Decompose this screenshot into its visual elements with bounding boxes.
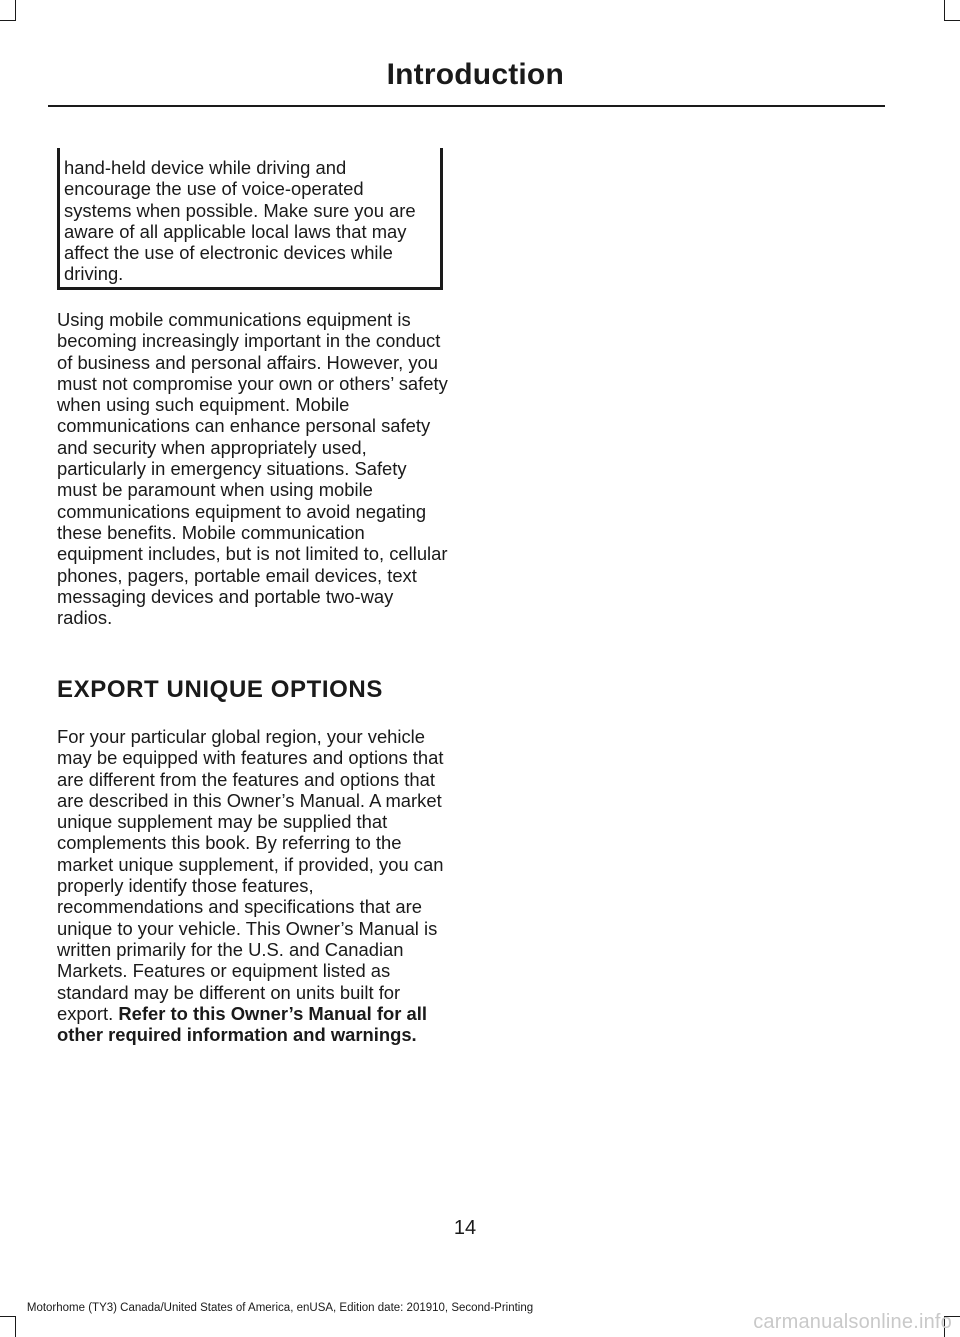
section-body-emphasis: Refer to this Owner’s Manual for all other required information and warnings. [57, 1002, 427, 1046]
crop-mark [0, 1316, 16, 1317]
watermark: carmanualsonline.info [753, 1311, 952, 1333]
section-body [57, 726, 449, 1045]
section-body-text: For your particular global region, your vehicle may be equipped with features and options that are different from the features and options that are described in this Owner’s Manual. A market unique supplement may be supplied that complements this book. By referring to the market unique supplement, if provided, you can properly identify those features, recommendations and specifications that are unique to your vehicle. This Owner’s Manual is written primarily for the U.S. and Canadian Markets. Features or equipment listed as standard may be different on units built for export. [57, 726, 444, 1024]
crop-mark [15, 0, 16, 20]
page-title: Introduction [386, 58, 564, 91]
warning-text: hand-held device while driving and encourage the use of voice-operated systems when possible. Make sure you are aware of all applicable local laws that may affect the use of electronic devices while driving. [64, 157, 416, 285]
crop-mark [944, 20, 960, 21]
crop-mark [944, 0, 945, 20]
body-paragraph: Using mobile communications equipment is becoming increasingly important in the conduct of business and personal affairs. However, you must not compromise your own or others’ safety when using such equipment. Mobile communications can enhance personal safety and security when appropriately used, particularly in emergency situations. Safety must be paramount when using mobile communications equipment to avoid negating these benefits. Mobile communication equipment includes, but is not limited to, cellular phones, pagers, portable email devices, text messaging devices and portable two-way radios. [57, 309, 448, 629]
crop-mark [15, 1316, 16, 1337]
edition-footer: Motorhome (TY3) Canada/United States of America, enUSA, Edition date: 201910, Second-Printing [26, 1302, 534, 1314]
page-number: 14 [453, 1217, 477, 1239]
header-divider [48, 105, 885, 107]
crop-mark [0, 20, 16, 21]
section-heading: EXPORT UNIQUE OPTIONS [57, 676, 383, 703]
